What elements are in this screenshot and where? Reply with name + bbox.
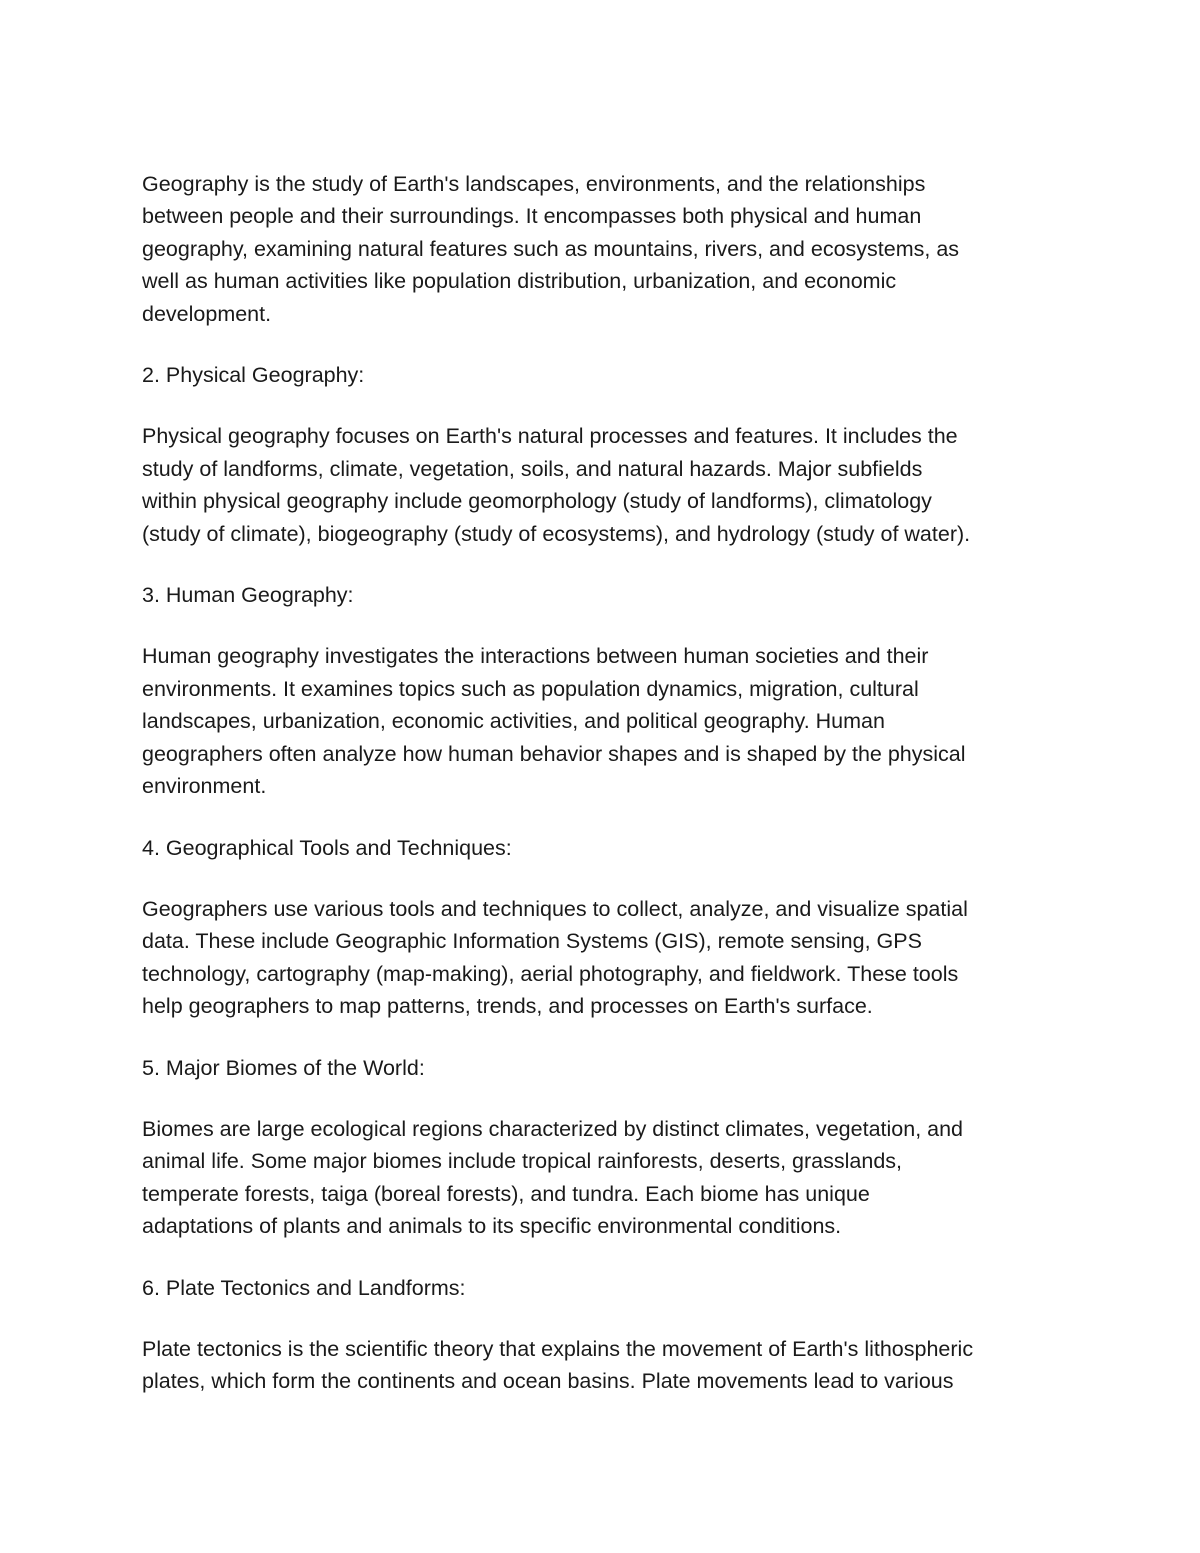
paragraph-line: development. (142, 301, 272, 326)
section-heading-geographical-tools: 4. Geographical Tools and Techniques: (142, 835, 512, 860)
paragraph-line: help geographers to map patterns, trends, and processes on Earth's surface. (142, 994, 873, 1019)
section-heading-human-geography: 3. Human Geography: (142, 583, 354, 608)
physical-geography-paragraph (142, 420, 1072, 550)
paragraph-line: data. These include Geographic Information Systems (GIS), remote sensing, GPS (142, 929, 922, 954)
paragraph-line: within physical geography include geomorphology (study of landforms), climatology (142, 489, 932, 514)
human-geography-paragraph (142, 640, 1072, 802)
paragraph-line: Physical geography focuses on Earth's natural processes and features. It includes the (142, 424, 958, 449)
paragraph-line: temperate forests, taiga (boreal forests), and tundra. Each biome has unique (142, 1181, 870, 1206)
paragraph-line: animal life. Some major biomes include tropical rainforests, deserts, grasslands, (142, 1149, 902, 1174)
intro-paragraph (142, 168, 1072, 330)
paragraph-line: geographers often analyze how human behavior shapes and is shaped by the physical (142, 741, 966, 766)
major-biomes-paragraph (142, 1113, 1072, 1243)
paragraph-line: Plate tectonics is the scientific theory that explains the movement of Earth's lithospheric (142, 1336, 974, 1361)
plate-tectonics-paragraph (142, 1333, 1072, 1398)
paragraph-line: Geographers use various tools and techniques to collect, analyze, and visualize spatial (142, 896, 968, 921)
paragraph-line: (study of climate), biogeography (study of ecosystems), and hydrology (study of water). (142, 521, 971, 546)
paragraph-line: study of landforms, climate, vegetation, soils, and natural hazards. Major subfields (142, 456, 923, 481)
paragraph-line: landscapes, urbanization, economic activities, and political geography. Human (142, 709, 885, 734)
paragraph-line: Human geography investigates the interactions between human societies and their (142, 644, 929, 669)
section-heading-plate-tectonics: 6. Plate Tectonics and Landforms: (142, 1275, 466, 1300)
section-heading-major-biomes: 5. Major Biomes of the World: (142, 1055, 425, 1080)
paragraph-line: environments. It examines topics such as population dynamics, migration, cultural (142, 676, 919, 701)
paragraph-line: geography, examining natural features such as mountains, rivers, and ecosystems, as (142, 236, 960, 261)
paragraph-line: Geography is the study of Earth's landscapes, environments, and the relationships (142, 172, 926, 196)
geographical-tools-paragraph (142, 893, 1072, 1023)
paragraph-line: adaptations of plants and animals to its specific environmental conditions. (142, 1214, 842, 1239)
paragraph-line: between people and their surroundings. It encompasses both physical and human (142, 204, 922, 229)
document-body (142, 168, 1072, 1427)
paragraph-line: Biomes are large ecological regions characterized by distinct climates, vegetation, and (142, 1116, 964, 1141)
paragraph-line: well as human activities like population distribution, urbanization, and economic (142, 269, 897, 294)
paragraph-line: environment. (142, 774, 267, 799)
section-heading-physical-geography: 2. Physical Geography: (142, 363, 365, 388)
paragraph-line: technology, cartography (map-making), aerial photography, and fieldwork. These tools (142, 961, 959, 986)
paragraph-line: plates, which form the continents and ocean basins. Plate movements lead to various (142, 1369, 954, 1394)
